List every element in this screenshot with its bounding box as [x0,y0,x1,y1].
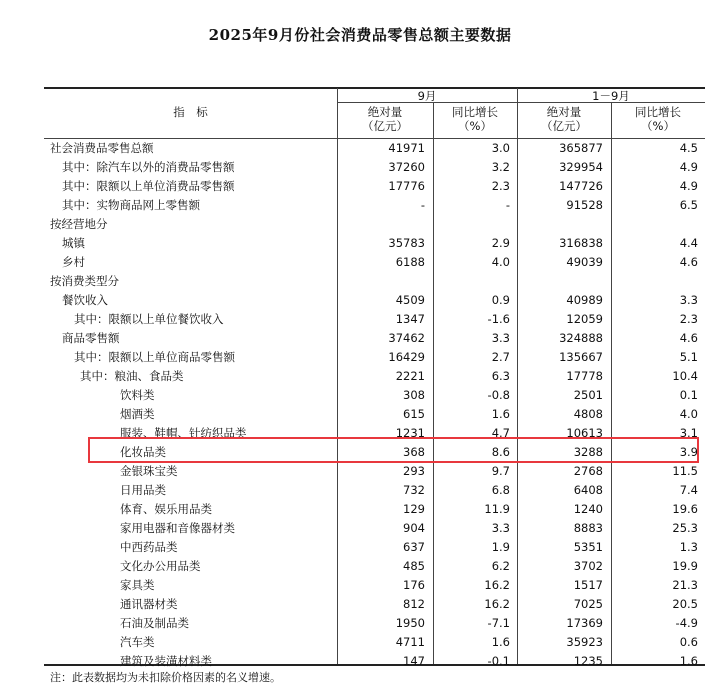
cell-y-yoy: 1.6 [679,654,698,668]
cell-m-abs: 4509 [395,293,425,307]
cell-y-yoy: 19.9 [672,559,698,573]
cell-y-abs: 1235 [573,654,603,668]
highlight-box [88,437,699,463]
row-label: 中西药品类 [120,540,178,554]
cell-y-yoy: -4.9 [675,616,698,630]
cell-m-abs: 485 [403,559,425,573]
cell-m-yoy: 1.9 [491,540,510,554]
cell-y-abs: 4808 [573,407,603,421]
cell-y-abs: 35923 [566,635,603,649]
cell-y-yoy: 4.4 [679,236,698,250]
header-month: 9月 [417,89,437,103]
cell-m-abs: 17776 [388,179,425,193]
cell-y-abs: 135667 [559,350,603,364]
row-label: 按经营地分 [50,217,108,231]
header-yoy-line2: （%） [458,119,492,133]
cell-y-yoy: 1.3 [679,540,698,554]
cell-y-abs: 329954 [559,160,603,174]
row-label: 餐饮收入 [62,293,108,307]
row-label: 服装、鞋帽、针纺织品类 [120,426,247,440]
header-ytd-yoy [611,105,705,133]
cell-m-yoy: - [505,198,510,212]
row-label: 社会消费品零售总额 [50,141,154,155]
cell-m-yoy: 16.2 [484,597,510,611]
cell-y-abs: 324888 [559,331,603,345]
col-divider-1 [337,88,338,664]
cell-m-yoy: 3.3 [491,521,510,535]
footnote: 注：此表数据均为未扣除价格因素的名义增速。 [50,671,281,684]
cell-y-abs: 316838 [559,236,603,250]
cell-y-yoy: 20.5 [672,597,698,611]
row-label: 城镇 [62,236,85,250]
cell-m-abs: 37260 [388,160,425,174]
cell-m-abs: 1231 [395,426,425,440]
cell-m-yoy: -7.1 [487,616,510,630]
row-label: 化妆品类 [120,445,166,459]
cell-m-abs: 4711 [395,635,425,649]
cell-m-yoy: 6.3 [491,369,510,383]
header-yoy-line2: （%） [641,119,675,133]
row-label: 乡村 [62,255,85,269]
cell-y-yoy: 0.6 [679,635,698,649]
cell-y-yoy: 11.5 [672,464,698,478]
row-label: 家用电器和音像器材类 [120,521,235,535]
header-abs-line2: （亿元） [541,119,587,133]
cell-m-yoy: 2.3 [491,179,510,193]
cell-y-yoy: 19.6 [672,502,698,516]
cell-m-yoy: 0.9 [491,293,510,307]
cell-m-yoy: 6.8 [491,483,510,497]
row-label: 石油及制品类 [120,616,189,630]
row-label: 日用品类 [120,483,166,497]
cell-y-yoy: 4.9 [679,179,698,193]
cell-m-yoy: -1.6 [487,312,510,326]
cell-m-abs: 293 [403,464,425,478]
cell-m-yoy: 4.7 [491,426,510,440]
row-label: 汽车类 [120,635,155,649]
row-label: 其中：粮油、食品类 [80,369,184,383]
cell-m-abs: 615 [403,407,425,421]
cell-y-abs: 17778 [566,369,603,383]
cell-m-abs: 129 [403,502,425,516]
cell-m-yoy: 3.0 [491,141,510,155]
cell-y-abs: 7025 [573,597,603,611]
cell-y-abs: 40989 [566,293,603,307]
cell-m-yoy: 3.3 [491,331,510,345]
cell-y-yoy: 3.1 [679,426,698,440]
row-label: 烟酒类 [120,407,155,421]
cell-m-yoy: 2.7 [491,350,510,364]
cell-y-abs: 12059 [566,312,603,326]
header-abs-line1: 绝对量 [546,105,582,119]
cell-m-abs: 147 [403,654,425,668]
cell-y-yoy: 2.3 [679,312,698,326]
cell-m-abs: 41971 [388,141,425,155]
row-label: 其中：限额以上单位商品零售额 [74,350,235,364]
cell-m-yoy: 4.0 [491,255,510,269]
cell-m-yoy: 8.6 [491,445,510,459]
row-label: 商品零售额 [62,331,120,345]
header-ytd-abs [517,105,611,133]
cell-m-abs: 812 [403,597,425,611]
cell-m-abs: 1347 [395,312,425,326]
cell-m-abs: 37462 [388,331,425,345]
cell-m-yoy: 3.2 [491,160,510,174]
header-abs-line2: （亿元） [362,119,408,133]
cell-m-abs: 35783 [388,236,425,250]
row-label: 家具类 [120,578,155,592]
cell-m-yoy: 11.9 [484,502,510,516]
cell-y-abs: 3702 [573,559,603,573]
row-label: 文化办公用品类 [120,559,201,573]
cell-m-yoy: -0.8 [487,388,510,402]
cell-m-abs: 176 [403,578,425,592]
cell-y-yoy: 4.5 [679,141,698,155]
cell-y-abs: 3288 [573,445,603,459]
cell-y-yoy: 0.1 [679,388,698,402]
row-label: 其中：实物商品网上零售额 [62,198,200,212]
row-label: 其中：除汽车以外的消费品零售额 [62,160,235,174]
cell-m-yoy: 2.9 [491,236,510,250]
cell-y-abs: 365877 [559,141,603,155]
row-label: 饮料类 [120,388,155,402]
cell-y-abs: 49039 [566,255,603,269]
row-label: 建筑及装潢材料类 [120,654,212,668]
col-divider-2 [433,103,434,664]
cell-m-yoy: 9.7 [491,464,510,478]
cell-y-yoy: 4.6 [679,331,698,345]
header-abs-line1: 绝对量 [367,105,403,119]
cell-y-yoy: 7.4 [679,483,698,497]
cell-m-yoy: 6.2 [491,559,510,573]
cell-m-abs: 732 [403,483,425,497]
row-label: 通讯器材类 [120,597,178,611]
cell-y-yoy: 4.9 [679,160,698,174]
page-title: 2025年9月份社会消费品零售总额主要数据 [208,26,512,44]
cell-y-yoy: 25.3 [672,521,698,535]
cell-m-abs: 637 [403,540,425,554]
header-month-abs [337,105,433,133]
cell-m-abs: 2221 [395,369,425,383]
cell-y-abs: 2768 [573,464,603,478]
cell-y-yoy: 10.4 [672,369,698,383]
col-divider-4 [611,103,612,664]
header-indicator: 指 标 [173,105,208,119]
cell-m-abs: - [420,198,425,212]
cell-m-yoy: -0.1 [487,654,510,668]
cell-y-abs: 1240 [573,502,603,516]
cell-y-yoy: 21.3 [672,578,698,592]
cell-y-abs: 5351 [573,540,603,554]
cell-y-yoy: 4.6 [679,255,698,269]
cell-y-yoy: 3.3 [679,293,698,307]
cell-y-yoy: 5.1 [679,350,698,364]
cell-m-yoy: 1.6 [491,407,510,421]
cell-y-abs: 17369 [566,616,603,630]
cell-y-yoy: 6.5 [679,198,698,212]
cell-y-abs: 10613 [566,426,603,440]
cell-m-yoy: 16.2 [484,578,510,592]
header-ytd: 1－9月 [592,89,630,103]
cell-y-abs: 6408 [573,483,603,497]
cell-m-yoy: 1.6 [491,635,510,649]
cell-y-yoy: 3.9 [679,445,698,459]
cell-m-abs: 16429 [388,350,425,364]
cell-y-abs: 91528 [566,198,603,212]
cell-y-abs: 147726 [559,179,603,193]
cell-m-abs: 904 [403,521,425,535]
header-yoy-line1: 同比增长 [452,105,498,119]
cell-m-abs: 6188 [395,255,425,269]
row-label: 按消费类型分 [50,274,119,288]
cell-y-abs: 8883 [573,521,603,535]
cell-y-abs: 1517 [573,578,603,592]
cell-y-yoy: 4.0 [679,407,698,421]
cell-m-abs: 308 [403,388,425,402]
cell-m-abs: 368 [403,445,425,459]
row-label: 金银珠宝类 [120,464,178,478]
header-month-yoy [433,105,517,133]
row-label: 其中：限额以上单位餐饮收入 [74,312,224,326]
col-divider-3 [517,88,518,664]
header-yoy-line1: 同比增长 [635,105,681,119]
cell-m-abs: 1950 [395,616,425,630]
cell-y-abs: 2501 [573,388,603,402]
row-label: 体育、娱乐用品类 [120,502,212,516]
row-label: 其中：限额以上单位消费品零售额 [62,179,235,193]
